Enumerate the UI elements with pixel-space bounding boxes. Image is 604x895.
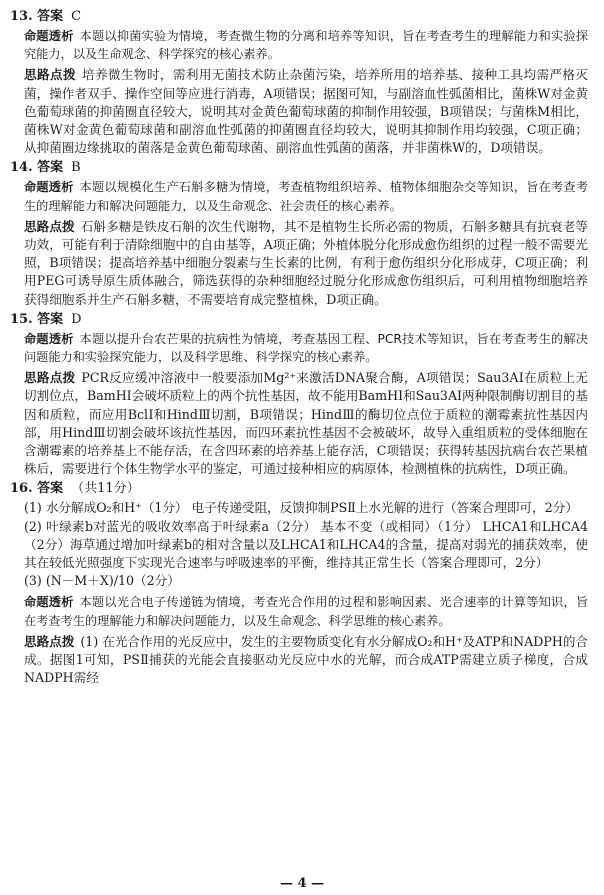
question-16-answer-3: (3) (N－M＋X)/10（2分）	[24, 573, 180, 589]
hint-label: 思路点拨	[24, 67, 76, 83]
question-13-header	[10, 7, 588, 26]
page-number: — 4 —	[279, 876, 325, 891]
question-14-analysis	[24, 178, 588, 214]
question-15-answer-label: 15. 答案	[10, 311, 64, 327]
question-15-analysis	[24, 330, 588, 366]
question-16	[10, 479, 588, 687]
question-14-answer-label: 14. 答案	[10, 160, 64, 176]
analysis-label: 命题透析	[24, 595, 74, 610]
question-15-hint	[24, 369, 588, 478]
question-14	[10, 158, 588, 308]
hint-text: 石斛多糖是铁皮石斛的次生代谢物，其不是植物生长所必需的物质，石斛多糖具有抗衰老等功效，可能有利于清除细胞中的自由基等，A项正确；外植体脱分化形成愈伤组织的过程一般不需要光照，B项错误；提高培养基中细胞分裂素与生长素的比例，有利于愈伤组织分化形成芽，C项正确；利用PEG可诱导原生质体融合，筛选获得的杂种细胞经过脱分化形成愈伤组织后，可利用植物细胞培养获得细胞系并生产石斛多糖，不需要培育成完整植株，D项正确。	[24, 218, 589, 307]
analysis-text: 本题以抑菌实验为情境，考查微生物的分离和培养等知识，旨在考查考生的理解能力和实验探究能力，以及生命观念、科学探究的核心素养。	[24, 29, 589, 62]
question-16-answer-1: (1) 水分解成O₂和H⁺（1分） 电子传递受阻，反馈抑制PSⅡ上水光解的进行（答案合理即可，2分）	[24, 500, 578, 516]
question-14-header	[10, 158, 588, 177]
hint-label: 思路点拨	[24, 633, 75, 649]
question-15	[10, 310, 588, 479]
question-13-answer-label: 13. 答案	[10, 9, 64, 24]
hint-label: 思路点拨	[24, 370, 76, 386]
question-14-hint	[24, 218, 588, 309]
question-16-score: （共11分）	[71, 481, 140, 497]
hint-text: PCR反应缓冲溶液中一般要添加Mg²⁺来激活DNA聚合酶，A项错误；Sau3AⅠ在质粒上无切割位点，BamHⅠ会破坏质粒上的两个抗性基因，故不能用BamHⅠ和Sau3AⅠ两种限制酶切割目的基因和质粒，而应用BclⅠ和HindⅢ切割，B项错误；HindⅢ的酶切位点位于质粒的潮霉素抗性基因内部，用HindⅢ切割会破坏该抗性基因，而四环素抗性基因不会被破坏，故导入重组质粒的受体细胞在含潮霉素的培养基上不能存活，在含四环素的培养基上能存活，C项错误；获得转基因抗病台农芒果植株后，需要进行个体生物学水平的鉴定，可通过接种相应的病原体，检测植株的抗病性，D项正确。	[24, 370, 588, 477]
hint-text: 培养微生物时，需利用无菌技术防止杂菌污染，培养所用的培养基、接种工具均需严格灭菌，操作者双手、操作空间等应进行消毒，A项错误；据图可知，与副溶血性弧菌相比，菌株W对金黄色葡萄球菌的抑菌圈直径较大，说明其对金黄色葡萄球菌的抑制作用较强，B项错误；与菌株M相比，菌株W对金黄色葡萄球菌和副溶血性弧菌的抑菌圈直径均较大，说明其抑制作用均较强，C项正确；从抑菌圈边缘挑取的菌落是金黄色葡萄球菌、副溶血性弧菌的菌落，并非菌株W的，D项错误。	[24, 67, 589, 156]
question-13-analysis	[24, 27, 588, 63]
question-16-answer-label: 16. 答案	[10, 481, 64, 497]
analysis-text: 本题以光合电子传递链为情境，考查光合作用的过程和影响因素、光合速率的计算等知识，旨在考查考生的理解能力和解决问题能力，以及生命观念、科学思维的核心素养。	[24, 595, 589, 628]
question-16-analysis	[24, 593, 588, 629]
question-13-hint	[24, 66, 588, 157]
analysis-text: 本题以规模化生产石斛多糖为情境，考查植物组织培养、植物体细胞杂交等知识，旨在考查考生的理解能力和解决问题能力，以及生命观念、社会责任的核心素养。	[24, 180, 589, 213]
question-16-answer-2: (2) 叶绿素b对蓝光的吸收效率高于叶绿素a（2分） 基本不变（或相同）（1分） LHCA1和LHCA4（2分）海草通过增加叶绿素b的相对含量以及LHCA1和LHCA4的含量，提高对弱光的捕获效率，使其在较低光照强度下实现光合速率与呼吸速率的平衡，维持其正常生长（答案合理即可，2分）	[24, 518, 588, 571]
question-13-answer-value: C	[71, 9, 82, 24]
analysis-label: 命题透析	[24, 180, 74, 195]
question-16-header	[10, 479, 588, 498]
analysis-label: 命题透析	[24, 331, 74, 346]
analysis-text: 本题以提升台农芒果的抗病性为情境，考查基因工程、PCR技术等知识，旨在考查考生的解决问题能力和实验探究能力，以及科学思维、科学探究的核心素养。	[24, 331, 589, 365]
hint-label: 思路点拨	[24, 218, 75, 234]
question-16-hint	[24, 633, 588, 688]
question-13	[10, 7, 588, 157]
question-15-header	[10, 310, 588, 329]
question-15-answer-value: D	[71, 311, 82, 327]
analysis-label: 命题透析	[24, 29, 74, 43]
hint-text: (1) 在光合作用的光反应中，发生的主要物质变化有水分解成O₂和H⁺及ATP和NADPH的合成。据图1可知，PSⅡ捕获的光能会直接驱动光反应中水的光解，而合成ATP需建立质子梯度，合成NADPH需经	[24, 633, 589, 686]
question-14-answer-value: B	[71, 160, 81, 176]
